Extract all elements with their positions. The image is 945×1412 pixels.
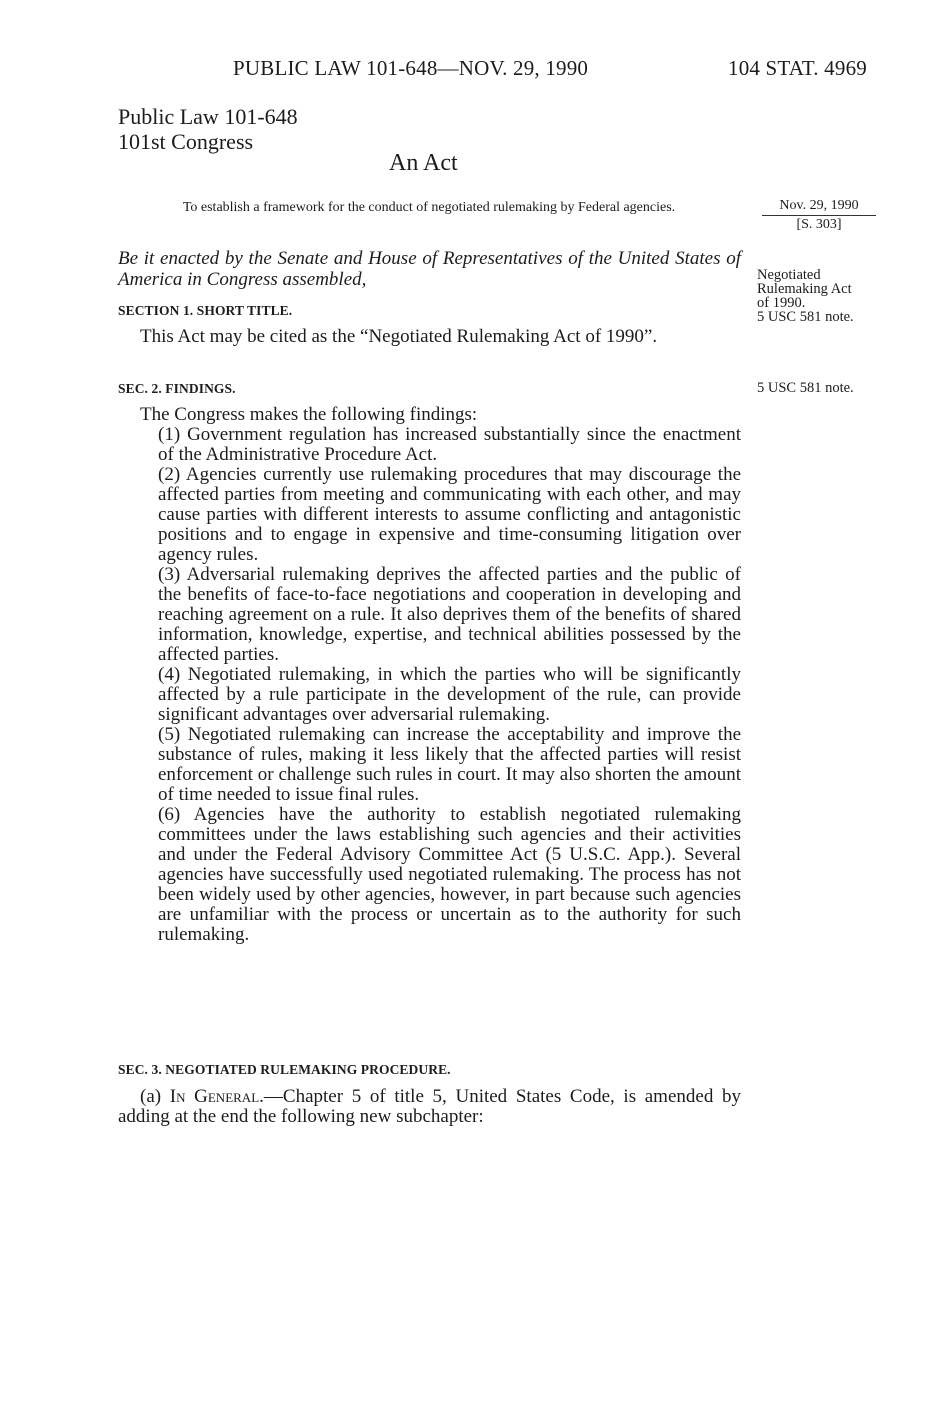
public-law-number: Public Law 101-648 [118, 104, 298, 129]
purpose-statement: To establish a framework for the conduct of negotiated rulemaking by Federal agencies. [182, 200, 676, 215]
section-1-text [118, 327, 741, 347]
subsection-label: (a) [140, 1086, 162, 1107]
congress-number: 101st Congress [118, 129, 254, 154]
margin-note-line: Negotiated [757, 267, 821, 283]
finding-item: (2) Agencies currently use rulemaking procedures that may discourage the affected parties from meeting and communicating with each other, and may cause parties with different interests to assume conflicting and antagonistic positions and to engage in expensive and time-consuming litigation over agency rules. [158, 464, 741, 565]
margin-date: Nov. 29, 1990 [762, 197, 876, 216]
margin-note-line: Rulemaking Act [757, 281, 852, 297]
finding-item: (4) Negotiated rulemaking, in which the parties who will be significantly affected by a rule participate in the development of the rule, can provide significant advantages over adversarial rulemaking. [158, 664, 741, 725]
findings-intro: The Congress makes the following findings: [140, 404, 478, 425]
finding-item: (3) Adversarial rulemaking deprives the affected parties and the public of the benefits of face-to-face negotiations and cooperation in developing and reaching agreement on a rule. It also deprives them of the benefits of shared information, knowledge, expertise, and technical abilities possessed by the affected parties. [158, 564, 741, 665]
margin-findings-note: 5 USC 581 note. [757, 380, 854, 396]
finding-item: (1) Government regulation has increased substantially since the enactment of the Administrative Procedure Act. [158, 424, 741, 465]
section-1-heading: SECTION 1. SHORT TITLE. [118, 303, 293, 318]
subsection-a [118, 1087, 741, 1127]
act-heading: An Act [389, 150, 458, 176]
stat-page-number: 104 STAT. 4969 [728, 56, 867, 80]
margin-bill-number: [S. 303] [796, 217, 842, 232]
subsection-heading: In General. [169, 1086, 264, 1107]
section-2-heading: SEC. 2. FINDINGS. [118, 381, 236, 396]
finding-item: (6) Agencies have the authority to establish negotiated rulemaking committees under the laws establishing such agencies and their activities and under the Federal Advisory Committee Act (5 U.S.C. App.). Several agencies have successfully used negotiated rulemaking. The process has not been widely used by other agencies, however, in part because such agencies are unfamiliar with the process or uncertain as to the authority for such rulemaking. [158, 804, 741, 945]
margin-short-title-note [757, 268, 882, 324]
margin-note-line: of 1990. [757, 295, 806, 311]
subsection-text: —Chapter 5 of title 5, United States Code, is amended by adding at the end the following new subchapter: [118, 1086, 741, 1127]
section-1-paragraph: This Act may be cited as the “Negotiated Rulemaking Act of 1990”. [140, 326, 658, 347]
margin-note-line: 5 USC 581 note. [757, 309, 854, 325]
section-3-heading: SEC. 3. NEGOTIATED RULEMAKING PROCEDURE. [118, 1062, 451, 1077]
enacting-clause: Be it enacted by the Senate and House of Representatives of the United States of America in Congress assembled, [118, 248, 741, 290]
section-3-body [118, 1087, 741, 1127]
running-title: PUBLIC LAW 101-648—NOV. 29, 1990 [233, 56, 589, 80]
section-2-body [118, 405, 741, 945]
law-identification [118, 104, 298, 154]
finding-item: (5) Negotiated rulemaking can increase the acceptability and improve the substance of rules, making it less likely that the affected parties will resist enforcement or challenge such rules in court. It may also shorten the amount of time needed to issue final rules. [158, 724, 741, 805]
